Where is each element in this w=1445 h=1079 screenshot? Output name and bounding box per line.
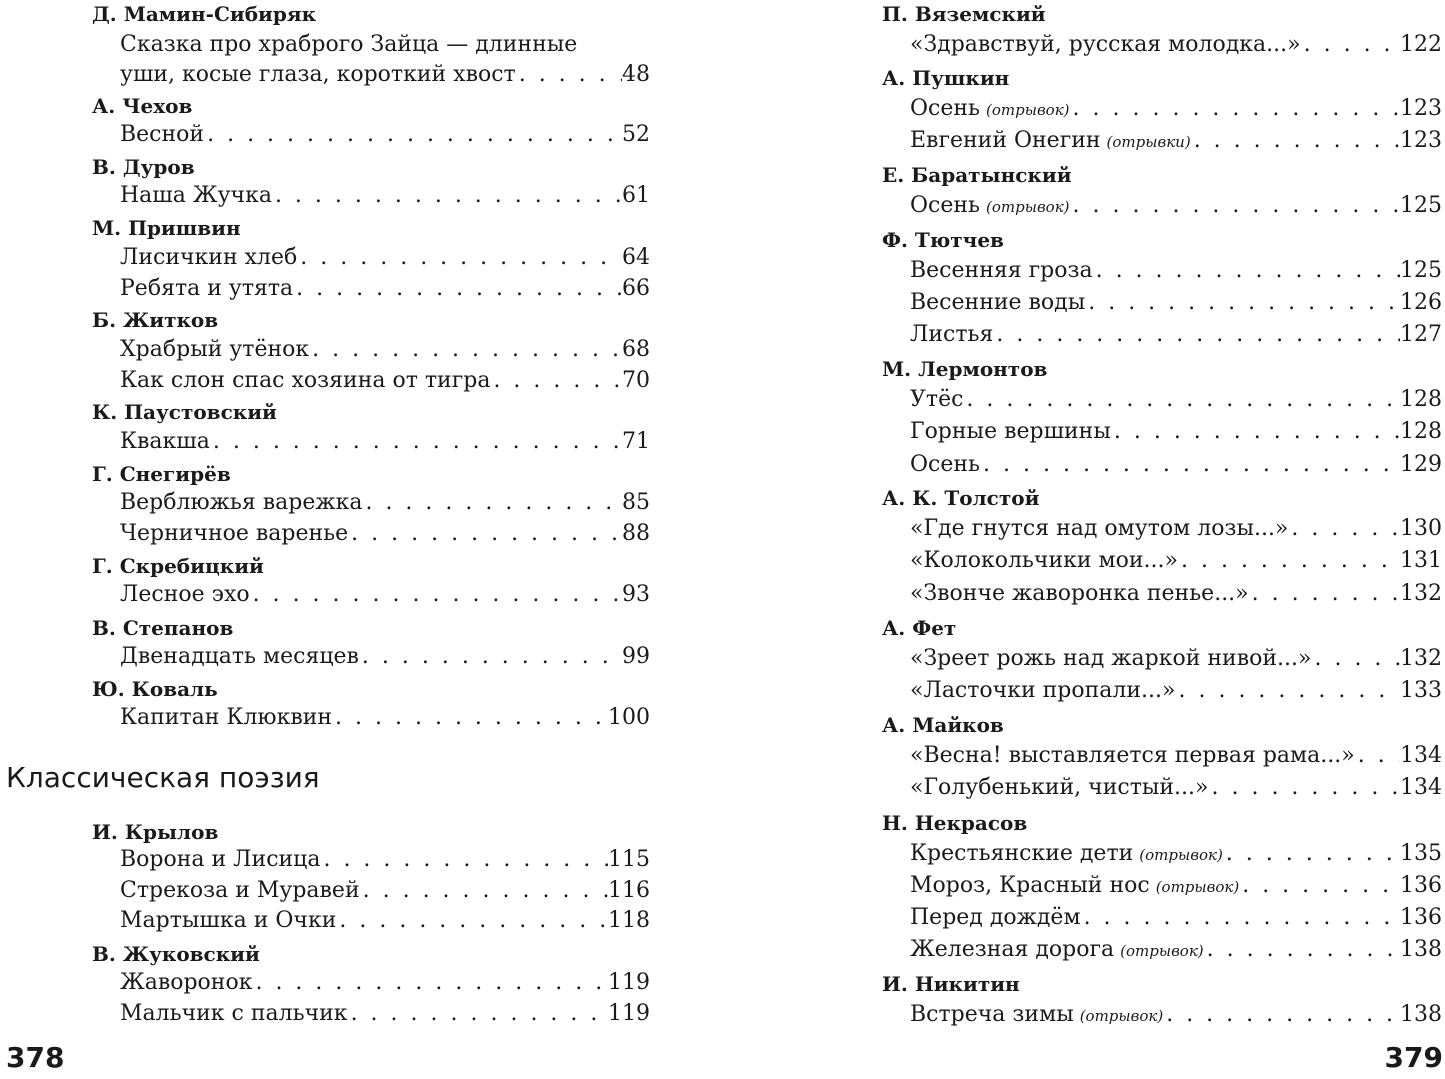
toc-author: Е. Баратынский xyxy=(882,163,1072,187)
toc-entry-title: «Весна! выставляется первая рама...» xyxy=(910,743,1355,768)
toc-entry[interactable] xyxy=(910,579,1442,609)
toc-author: Б. Житков xyxy=(92,308,219,332)
toc-entry-title: Утёс xyxy=(910,387,964,412)
toc-entry[interactable] xyxy=(910,30,1442,60)
toc-entry-note: (отрывок) xyxy=(1079,1007,1164,1025)
dot-leader xyxy=(1288,514,1400,544)
toc-entry-note: (отрывок) xyxy=(1155,878,1240,896)
dot-leader xyxy=(516,60,622,90)
toc-entry[interactable] xyxy=(120,519,650,549)
toc-entry[interactable] xyxy=(120,243,650,273)
toc-page-number: 125 xyxy=(1400,258,1442,283)
toc-entry-title: Железная дорога xyxy=(910,937,1115,962)
toc-entry-title: Горные вершины xyxy=(910,419,1111,444)
toc-page-number: 132 xyxy=(1400,646,1442,671)
dot-leader xyxy=(309,335,622,365)
dot-leader xyxy=(332,703,608,733)
toc-entry-title: Лесное эхо xyxy=(120,582,250,607)
dot-leader xyxy=(980,450,1400,480)
right-page xyxy=(880,0,1445,1079)
toc-entry[interactable] xyxy=(120,274,650,304)
toc-author: А. К. Толстой xyxy=(882,486,1040,510)
toc-page-number: 93 xyxy=(622,582,650,607)
toc-page-number: 130 xyxy=(1400,516,1442,541)
toc-entry[interactable] xyxy=(120,968,650,998)
dot-leader xyxy=(1191,126,1400,156)
toc-entry-title: Как слон спас хозяина от тигра xyxy=(120,368,491,393)
toc-author: П. Вяземский xyxy=(882,2,1046,26)
toc-page-number: 52 xyxy=(622,122,650,147)
dot-leader xyxy=(1081,903,1400,933)
toc-author: И. Никитин xyxy=(882,972,1020,996)
toc-entry[interactable] xyxy=(910,385,1442,415)
toc-author: В. Степанов xyxy=(92,616,234,640)
dot-leader xyxy=(250,580,622,610)
toc-entry-title: Ребята и утята xyxy=(120,276,294,301)
toc-entry[interactable] xyxy=(910,320,1442,350)
toc-page-number: 119 xyxy=(608,1001,650,1026)
dot-leader xyxy=(297,243,622,273)
dot-leader xyxy=(1085,288,1400,318)
dot-leader xyxy=(348,999,608,1029)
toc-entry-note: (отрывки) xyxy=(1106,133,1191,151)
toc-author: Г. Скребицкий xyxy=(92,554,264,578)
toc-page-number: 118 xyxy=(608,908,650,933)
toc-entry[interactable] xyxy=(120,580,650,610)
toc-entry[interactable] xyxy=(910,546,1442,576)
toc-page-number: 115 xyxy=(608,847,650,872)
dot-leader xyxy=(252,968,608,998)
toc-page-number: 85 xyxy=(622,490,650,515)
toc-entry[interactable] xyxy=(120,703,650,733)
toc-entry[interactable] xyxy=(910,126,1442,156)
toc-page-number: 136 xyxy=(1400,873,1442,898)
toc-entry[interactable] xyxy=(910,288,1442,318)
toc-entry-title: «Ласточки пропали...» xyxy=(910,678,1176,703)
toc-page-number: 122 xyxy=(1400,32,1442,57)
toc-page-number: 136 xyxy=(1400,905,1442,930)
dot-leader xyxy=(1093,256,1400,286)
toc-entry-title: Мартышка и Очки xyxy=(120,908,337,933)
toc-entry[interactable] xyxy=(910,773,1442,803)
toc-page-number: 138 xyxy=(1400,1002,1442,1027)
toc-page-number: 64 xyxy=(622,245,650,270)
toc-page-number: 128 xyxy=(1400,387,1442,412)
toc-page-number: 134 xyxy=(1400,743,1442,768)
toc-author: К. Паустовский xyxy=(92,400,277,424)
toc-entry-title: «Где гнутся над омутом лозы...» xyxy=(910,516,1289,541)
toc-page-number: 131 xyxy=(1400,548,1442,573)
toc-page-number: 70 xyxy=(622,368,650,393)
left-page xyxy=(0,0,660,1079)
toc-page-number: 138 xyxy=(1400,937,1442,962)
toc-entry-title: Верблюжья варежка xyxy=(120,490,363,515)
toc-entry[interactable] xyxy=(910,94,1442,124)
toc-entry-title: Весной xyxy=(120,122,205,147)
toc-page-number: 68 xyxy=(622,337,650,362)
dot-leader xyxy=(490,366,622,396)
toc-entry-title: Весенние воды xyxy=(910,290,1086,315)
toc-entry-title: Наша Жучка xyxy=(120,183,272,208)
toc-entry[interactable] xyxy=(120,60,650,90)
dot-leader xyxy=(993,320,1400,350)
toc-author: В. Дуров xyxy=(92,155,195,179)
toc-entry[interactable] xyxy=(910,514,1442,544)
toc-entry[interactable] xyxy=(910,741,1442,771)
toc-entry[interactable] xyxy=(910,676,1442,706)
toc-page-number: 125 xyxy=(1400,193,1442,218)
toc-page-number: 119 xyxy=(608,970,650,995)
dot-leader xyxy=(359,642,622,672)
dot-leader xyxy=(1111,417,1400,447)
dot-leader xyxy=(1070,191,1400,221)
toc-entry-title: Лисичкин хлеб xyxy=(120,245,298,270)
toc-entry-title: Перед дождём xyxy=(910,905,1081,930)
toc-author: А. Майков xyxy=(882,713,1004,737)
toc-author: И. Крылов xyxy=(92,820,219,844)
toc-page-number: 123 xyxy=(1400,128,1442,153)
dot-leader xyxy=(963,385,1400,415)
toc-entry-title: Осень xyxy=(910,452,981,477)
dot-leader xyxy=(1355,741,1400,771)
toc-entry-title: Капитан Клюквин xyxy=(120,705,333,730)
toc-entry-title: «Звонче жаворонка пенье...» xyxy=(910,581,1249,606)
toc-entry[interactable] xyxy=(120,120,650,150)
toc-page-number: 133 xyxy=(1400,678,1442,703)
toc-entry-title: Весенняя гроза xyxy=(910,258,1093,283)
toc-entry-title: Храбрый утёнок xyxy=(120,337,310,362)
toc-author: А. Фет xyxy=(882,616,957,640)
toc-author: Ю. Коваль xyxy=(92,677,218,701)
toc-entry[interactable] xyxy=(910,903,1442,933)
toc-entry-title: «Голубенький, чистый...» xyxy=(910,775,1209,800)
dot-leader xyxy=(1223,839,1400,869)
dot-leader xyxy=(1208,773,1400,803)
toc-entry[interactable] xyxy=(120,876,650,906)
toc-entry-title: «Зреет рожь над жаркой нивой...» xyxy=(910,646,1312,671)
dot-leader xyxy=(336,906,608,936)
toc-author: Н. Некрасов xyxy=(882,811,1028,835)
toc-entry[interactable] xyxy=(120,642,650,672)
toc-page-number: 100 xyxy=(608,705,650,730)
toc-entry[interactable] xyxy=(120,335,650,365)
toc-page-number: 99 xyxy=(622,644,650,669)
toc-author: А. Чехов xyxy=(92,94,193,118)
toc-entry-title: Мороз, Красный нос xyxy=(910,873,1150,898)
toc-page-number: 128 xyxy=(1400,419,1442,444)
dot-leader xyxy=(1175,676,1400,706)
toc-entry-title: Осень xyxy=(910,193,981,218)
toc-entry-title: уши, косые глаза, короткий хвост xyxy=(120,62,516,87)
page-number: 378 xyxy=(6,1041,65,1074)
toc-entry-title: Ворона и Лисица xyxy=(120,847,321,872)
toc-page-number: 127 xyxy=(1400,322,1442,347)
dot-leader xyxy=(320,845,608,875)
dot-leader xyxy=(1204,935,1400,965)
toc-entry-title: Встреча зимы xyxy=(910,1002,1074,1027)
toc-author: Ф. Тютчев xyxy=(882,228,1004,252)
dot-leader xyxy=(348,519,622,549)
toc-entry-title: Жаворонок xyxy=(120,970,253,995)
toc-entry[interactable] xyxy=(910,871,1442,901)
dot-leader xyxy=(360,876,608,906)
toc-page-number: 135 xyxy=(1400,841,1442,866)
toc-entry-title: Стрекоза и Муравей xyxy=(120,878,360,903)
section-title: Классическая поэзия xyxy=(6,761,320,794)
toc-page-number: 126 xyxy=(1400,290,1442,315)
toc-entry-title: «Здравствуй, русская молодка...» xyxy=(910,32,1301,57)
toc-entry[interactable] xyxy=(120,906,650,936)
toc-entry-title-line: Сказка про храброго Зайца — длинные xyxy=(120,32,578,57)
toc-entry[interactable] xyxy=(120,181,650,211)
toc-entry-title: Черничное варенье xyxy=(120,521,349,546)
dot-leader xyxy=(210,427,622,457)
dot-leader xyxy=(1311,644,1400,674)
toc-entry-title: Крестьянские дети xyxy=(910,841,1134,866)
toc-entry-note: (отрывок) xyxy=(1120,942,1204,960)
toc-author: А. Пушкин xyxy=(882,66,1010,90)
toc-entry-title: «Колокольчики мои...» xyxy=(910,548,1178,573)
dot-leader xyxy=(1301,30,1400,60)
toc-entry[interactable] xyxy=(120,999,650,1029)
dot-leader xyxy=(204,120,622,150)
dot-leader xyxy=(272,181,622,211)
toc-entry-note: (отрывок) xyxy=(1139,846,1223,864)
toc-entry-title: Квакша xyxy=(120,429,210,454)
toc-page-number: 48 xyxy=(622,62,650,87)
dot-leader xyxy=(1249,579,1400,609)
toc-page-number: 134 xyxy=(1400,775,1442,800)
toc-entry[interactable] xyxy=(910,191,1442,221)
dot-leader xyxy=(1163,1000,1400,1030)
toc-page-number: 123 xyxy=(1400,96,1442,121)
toc-entry-title: Евгений Онегин xyxy=(910,128,1101,153)
toc-entry-title: Листья xyxy=(910,322,994,347)
toc-entry-note: (отрывок) xyxy=(986,198,1070,216)
toc-entry[interactable] xyxy=(910,417,1442,447)
toc-entry[interactable] xyxy=(120,427,650,457)
dot-leader xyxy=(1070,94,1400,124)
dot-leader xyxy=(362,488,622,518)
toc-entry-title: Мальчик с пальчик xyxy=(120,1001,348,1026)
toc-entry[interactable] xyxy=(910,256,1442,286)
toc-entry-title: Двенадцать месяцев xyxy=(120,644,359,669)
toc-page-number: 61 xyxy=(622,183,650,208)
dot-leader xyxy=(1239,871,1400,901)
toc-entry[interactable] xyxy=(910,450,1442,480)
toc-author: М. Лермонтов xyxy=(882,357,1048,381)
toc-entry-note: (отрывок) xyxy=(986,101,1070,119)
toc-entry[interactable] xyxy=(120,366,650,396)
page-number: 379 xyxy=(1384,1041,1443,1074)
toc-page-number: 88 xyxy=(622,521,650,546)
toc-entry[interactable] xyxy=(910,839,1442,869)
toc-page-number: 116 xyxy=(608,878,650,903)
toc-entry[interactable] xyxy=(910,935,1442,965)
toc-page-number: 71 xyxy=(622,429,650,454)
toc-entry-title: Осень xyxy=(910,96,981,121)
toc-page-number: 66 xyxy=(622,276,650,301)
toc-page-number: 129 xyxy=(1400,452,1442,477)
toc-author: Д. Мамин-Сибиряк xyxy=(92,2,317,26)
toc-entry[interactable] xyxy=(910,644,1442,674)
dot-leader xyxy=(293,274,622,304)
toc-author: М. Пришвин xyxy=(92,216,241,240)
dot-leader xyxy=(1178,546,1400,576)
toc-entry[interactable] xyxy=(910,1000,1442,1030)
toc-entry[interactable] xyxy=(120,845,650,875)
toc-author: В. Жуковский xyxy=(92,942,260,966)
toc-entry[interactable] xyxy=(120,488,650,518)
toc-author: Г. Снегирёв xyxy=(92,462,231,486)
toc-page-number: 132 xyxy=(1400,581,1442,606)
